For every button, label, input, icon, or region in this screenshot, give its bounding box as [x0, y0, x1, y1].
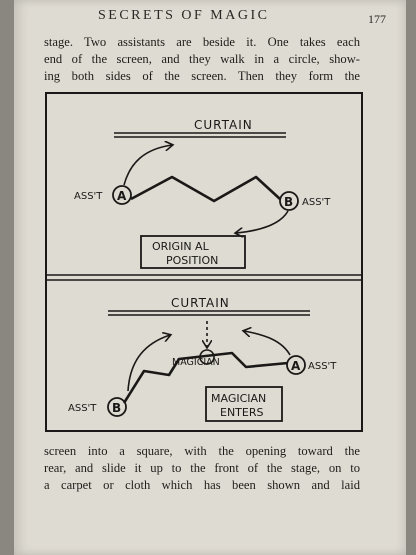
text-line: end of the screen, and they walk in a circle, show- [44, 52, 360, 66]
box-label-line2: POSITION [166, 254, 219, 267]
box-label-line2: ENTERS [220, 406, 264, 419]
paragraph-top [44, 34, 360, 85]
curtain-label: CURTAIN [171, 296, 230, 310]
asst-right-label: ASS'T [302, 197, 331, 208]
movement-arrow [128, 335, 170, 391]
screen-path [131, 177, 280, 201]
assistant-b-letter: B [112, 401, 122, 415]
movement-arrow [236, 211, 288, 233]
text-line: rear, and slide it up to the front of the stage, on to [44, 461, 360, 475]
text-line: ing both sides of the screen. Then they form the [44, 69, 360, 83]
page-number: 177 [368, 12, 386, 26]
lower-panel [68, 296, 337, 421]
stage-diagram [44, 91, 364, 434]
asst-right-label: ASS'T [308, 361, 337, 372]
book-page [14, 0, 406, 555]
diagram-svg [44, 91, 364, 434]
asst-left-label: ASS'T [74, 191, 103, 202]
assistant-a-letter: A [117, 189, 127, 203]
box-label-line1: ORIGIN AL [152, 240, 209, 253]
movement-arrow [244, 331, 290, 355]
magician-label: MAGICIAN [172, 357, 220, 368]
curtain-label: CURTAIN [194, 118, 253, 132]
text-line: stage. Two assistants are beside it. One takes each [44, 35, 360, 49]
upper-panel [74, 118, 331, 268]
text-line: screen into a square, with the opening toward the [44, 444, 360, 458]
asst-left-label: ASS'T [68, 403, 97, 414]
assistant-b-letter: B [284, 195, 294, 209]
assistant-a-letter: A [291, 359, 301, 373]
paragraph-bottom [44, 443, 360, 494]
movement-arrow [124, 145, 172, 185]
running-head-title: SECRETS OF MAGIC [98, 8, 270, 23]
box-label-line1: MAGICIAN [211, 392, 267, 405]
text-line: a carpet or cloth which has been shown and laid [44, 478, 360, 492]
